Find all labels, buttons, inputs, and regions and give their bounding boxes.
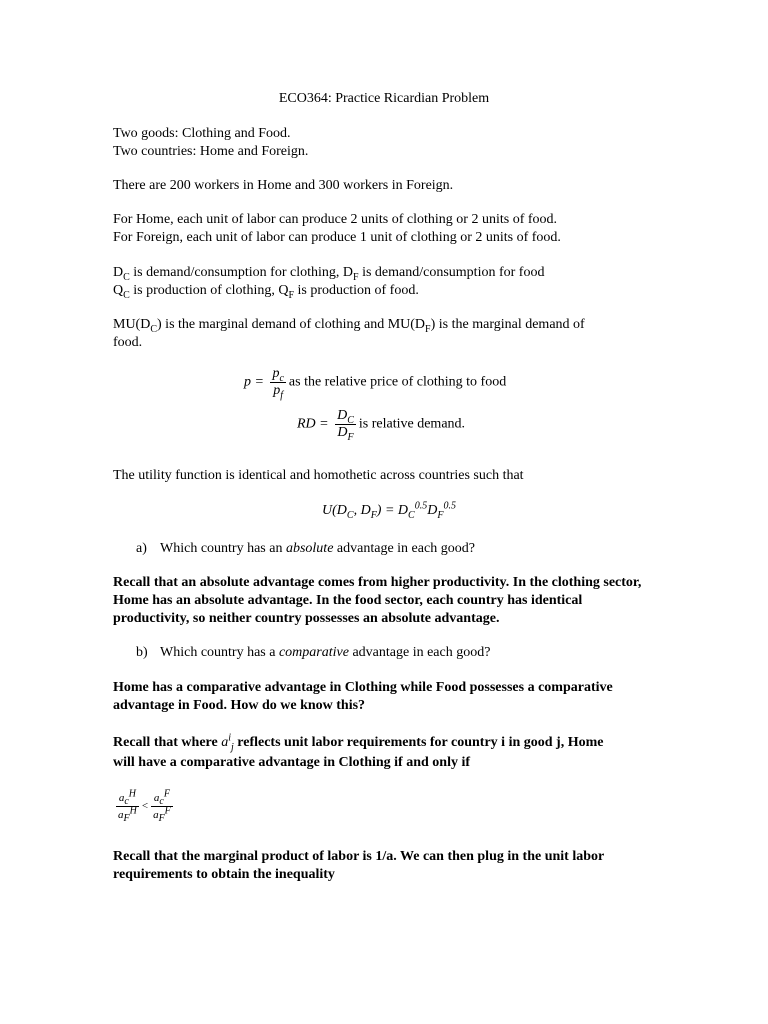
question-b-emphasis: comparative — [278, 645, 349, 660]
qf-text: is production of food. — [294, 283, 419, 298]
recall-where-paragraph — [113, 733, 658, 773]
price-numerator: p — [272, 366, 280, 381]
rd-numerator: D — [337, 408, 348, 423]
mu-sub-2: F — [425, 323, 431, 335]
recall-where-line2: will have a comparative advantage in Clothing if and only if — [113, 755, 471, 770]
utility-f-sub: F — [370, 509, 377, 521]
foreign-labor-line: For Foreign, each unit of labor can produce 1 unit of clothing or 2 units of food. — [113, 230, 561, 245]
demand-definitions-line — [113, 264, 693, 282]
price-denominator: p — [273, 383, 281, 398]
rd-description: is relative demand. — [358, 416, 466, 432]
mu-text-2: ) is the marginal demand of clothing and MU(D — [157, 317, 426, 332]
marginal-demand-line-1 — [113, 316, 693, 334]
workers-line: There are 200 workers in Home and 300 workers in Foreign. — [113, 178, 454, 193]
utility-formula — [322, 502, 456, 520]
home-labor-line: For Home, each unit of labor can produce 2 units of clothing or 2 units of food. — [113, 212, 558, 227]
utility-c2-sub: C — [408, 509, 415, 521]
rd-lhs: RD = — [297, 416, 333, 432]
home-den-sub: F — [123, 813, 130, 825]
utility-exp2: 0.5 — [443, 500, 456, 512]
mu-text-1: MU(D — [113, 317, 151, 332]
price-numerator-sub: c — [279, 372, 284, 384]
rd-denominator: D — [337, 425, 348, 440]
df-symbol: D — [342, 265, 354, 280]
countries-line: Two countries: Home and Foreign. — [113, 144, 309, 159]
production-definitions-line — [113, 282, 693, 300]
unit-labor-symbol: a — [221, 735, 229, 750]
price-denominator-sub: f — [280, 389, 284, 401]
qc-text: is production of clothing, — [129, 283, 279, 298]
mu-text-3: ) is the marginal demand of — [430, 317, 585, 332]
answer-b: Home has a comparative advantage in Clothing while Food possesses a comparative advantage in Food. How do we know this? — [113, 680, 613, 713]
utility-exp1: 0.5 — [414, 500, 428, 512]
question-a-emphasis: absolute — [285, 541, 334, 556]
rd-fraction — [335, 408, 356, 441]
question-b-pre: Which country has a — [160, 645, 279, 660]
recall-where-pre: Recall that where — [113, 735, 222, 750]
df-text: is demand/consumption for food — [358, 265, 545, 280]
home-num-a: a — [118, 792, 125, 804]
foreign-den-sup: F — [164, 805, 171, 817]
qf-symbol: Q — [278, 283, 289, 298]
foreign-den-a: a — [153, 809, 159, 821]
question-a — [136, 540, 475, 558]
recall-mpl-paragraph: Recall that the marginal product of labor is 1/a. We can then plug in the unit labor requirements to obtain the inequality — [113, 849, 604, 882]
df-subscript: F — [353, 271, 359, 283]
marginal-demand-line-2: food. — [113, 335, 143, 350]
price-description: as the relative price of clothing to food — [288, 374, 507, 390]
price-lhs: p = — [244, 374, 268, 390]
answer-a: Recall that an absolute advantage comes from higher productivity. In the clothing sector, Home has an absolute advantage. In the food sector, each country has identical productivity, so neither country possesses an absolute advantage. — [113, 575, 642, 626]
goods-line: Two goods: Clothing and Food. — [113, 126, 291, 141]
foreign-den-sub: F — [158, 813, 165, 825]
qc-symbol: Q — [113, 283, 124, 298]
utility-lhs: U(D — [322, 503, 347, 518]
dc-symbol: D — [113, 265, 124, 280]
foreign-num-a: a — [153, 792, 160, 804]
dc-subscript: C — [123, 271, 130, 283]
rd-denominator-sub: F — [347, 431, 354, 443]
foreign-num-sup: F — [163, 788, 170, 800]
foreign-num-sub: c — [159, 796, 164, 808]
mu-sub-1: C — [150, 323, 158, 335]
unit-labor-sup: i — [228, 732, 231, 744]
utility-d2: D — [427, 503, 438, 518]
utility-c-sub: C — [346, 509, 354, 521]
unit-labor-sub: j — [231, 741, 234, 753]
home-den-sup: H — [129, 805, 137, 817]
utility-intro: The utility function is identical and homothetic across countries such that — [113, 468, 524, 483]
less-than: < — [141, 800, 149, 813]
comparative-advantage-inequality — [113, 790, 176, 823]
page-title: ECO364: Practice Ricardian Problem — [278, 91, 490, 106]
question-b-post: advantage in each good? — [348, 645, 491, 660]
foreign-ratio — [151, 790, 173, 823]
relative-demand-formula — [297, 408, 465, 441]
qc-subscript: C — [123, 289, 130, 301]
question-a-label: a) — [136, 541, 147, 556]
question-a-pre: Which country has an — [160, 541, 286, 556]
home-num-sub: c — [124, 796, 129, 808]
relative-price-formula — [244, 366, 506, 399]
price-fraction — [270, 366, 285, 399]
question-a-post: advantage in each good? — [333, 541, 475, 556]
rd-numerator-sub: C — [347, 414, 354, 426]
home-ratio — [116, 790, 139, 823]
recall-where-post: reflects unit labor requirements for country i in good j, Home — [233, 735, 604, 750]
qf-subscript: F — [288, 289, 295, 301]
utility-close: ) = D — [376, 503, 409, 518]
dc-text: is demand/consumption for clothing, — [129, 265, 343, 280]
home-den-a: a — [118, 809, 124, 821]
utility-comma: , D — [353, 503, 371, 518]
question-b — [136, 644, 490, 662]
question-b-label: b) — [136, 645, 148, 660]
home-num-sup: H — [128, 788, 137, 800]
utility-f2-sub: F — [437, 509, 444, 521]
